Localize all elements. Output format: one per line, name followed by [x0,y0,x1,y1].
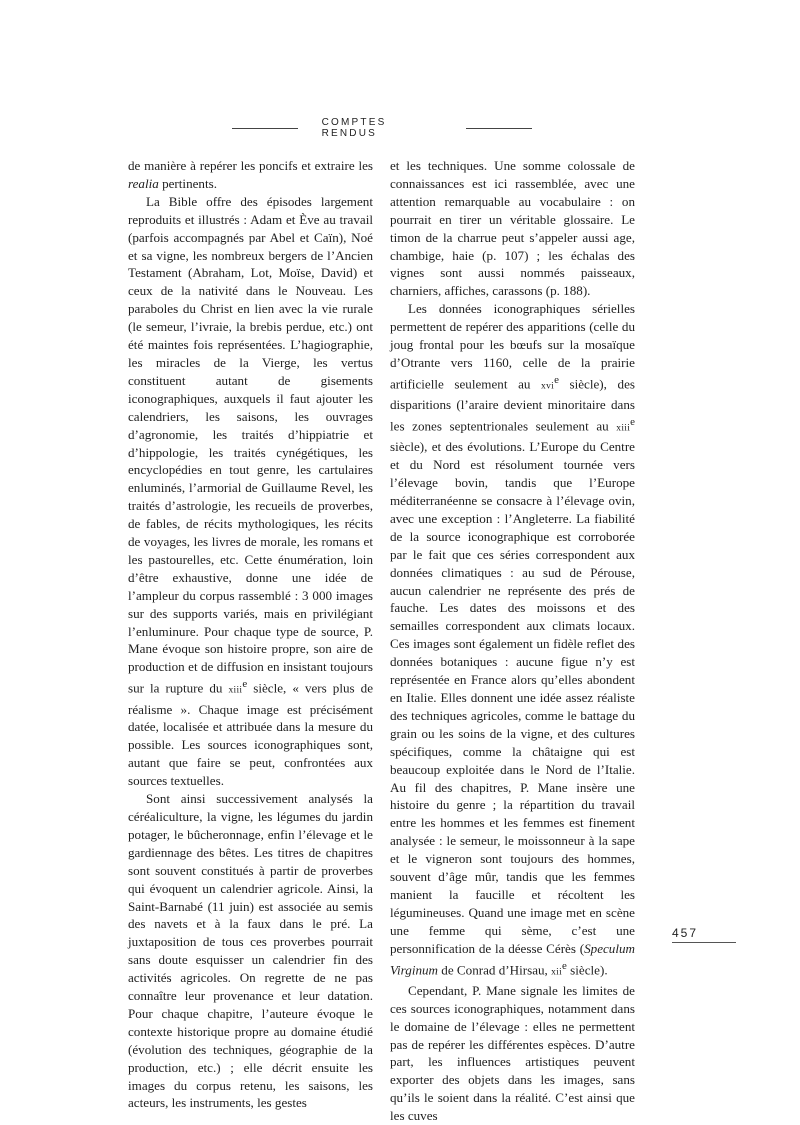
century-numeral: xiii [616,423,631,434]
text-run: siècle), des disparitions (l’araire devient minoritaire dans les zones septentrionales seulement au [390,376,635,434]
header-title: COMPTES RENDUS [321,117,387,139]
superscript: e [554,373,559,386]
text-run: Les données iconographiques sérielles permettent de repérer des apparitions (celle du joug frontal pour les bœufs sur la mosaïque d’Otrante vers 1160, celle de la prairie artificielle seulement au [390,301,635,392]
paragraph [390,300,635,982]
italic-title: Speculum Virginum [390,940,635,977]
superscript: e [562,959,567,972]
text-run: de manière à repérer les poncifs et extraire les [128,158,373,173]
text-run: siècle), et des évolutions. L’Europe du Centre et du Nord est résolument tournée vers l’élevage bovin, tandis que l’Europe méditerranéenne se consacre à l’élevage ovin, avec une exception : l’Angleterre. La fiabilité de la source iconographique est corroborée par le fait que ces séries correspondent aux données climatiques : au sud de Pérouse, aucun calendrier ne représente des prés de fauche. Les dates des moissons et des semailles correspondent aux climats locaux. Ces images sont également un fidèle reflet des données botaniques : aucune figue n’y est représentée en France alors qu’elles abondent en Italie. Elles donnent une idée assez réaliste des techniques agricoles, comme le battage du grain ou les soins de la vigne, et des cultures spécifiques, comme la châtaigne qui est beaucoup exploitée dans le Nord de l’Italie. Au fil des chapitres, P. Mane insère une histoire du genre ; la répartition du travail entre les hommes et les femmes est finement analysée : le semeur, le moissonneur à la sape et le vigneron sont toujours des hommes, souvent d’âge mûr, tandis que les femmes manient la faucille et récoltent les légumineuses. Quand une image met en scène une femme qui sème, c’est une personnification de la déesse Cérès ( [390,439,635,956]
page-number: 457 [672,926,699,940]
superscript: e [630,416,635,429]
text-run: siècle, « vers plus de réalisme ». Chaque image est précisément datée, localisée et attribuée dans la mesure du possible. Les sources iconographiques sont, autant que faire se peut, confrontées aux sources textuelles. [128,680,374,789]
left-column [128,157,373,1112]
text-run: de Conrad d’Hirsau, [438,961,552,977]
text-run: siècle). [566,961,608,977]
text-run: La Bible offre des épisodes largement reproduits et illustrés : Adam et Ève au travail (parfois accompagnés par Abel et Caïn), Noé et sa vigne, les nombreux bergers de l’Ancien Testament (Abraham, Lot, Moïse, David) et ceux de la nativité dans le Nouveau. Les paraboles du Christ en lien avec la vie rurale (le semeur, l’ivraie, la brebis perdue, etc.) ont été maintes fois représentées. L’hagiographie, les miracles de la Vierge, les vertus constituent autant de gisements iconographiques, auxquels il faut ajouter les calendriers, les saisons, les ouvrages d’agronomie, les traités d’hippiatrie et d’hippologie, les traités cynégétiques, les encyclopédies en tout genre, les cartulaires enluminés, l’armorial de Guillaume Revel, les traités d’astrologie, les recueils de proverbes, de fables, de récits mythologiques, les récits de voyages, les livres de morale, les romans et les pastourelles, etc. Cette énumération, loin d’être exhaustive, donne une idée de l’ampleur du corpus rassemblé : 3 000 images sur des supports variés, mais en privilégiant l’enluminure. Pour chaque type de source, P. Mane évoque son histoire propre, son aire de production et de diffusion en insistant toujours sur la rupture du [128,193,373,696]
century-numeral: xii [551,966,563,977]
paragraph: Cependant, P. Mane signale les limites de ces sources iconographiques, notamment dans le domaine de l’élevage : elles ne permettent pas de repérer les différentes espèces. D’autre part, les influences artistiques peuvent exporter des objets dans les images, sans qu’ils le soient dans la réalité. C’est ainsi que les cuves [390,982,635,1124]
century-numeral: xvi [541,381,555,392]
paragraph: et les techniques. Une somme colossale de connaissances est ici rassemblée, avec une attention remarquable au vocabulaire : on pourrait en tirer un véritable glossaire. Le timon de la charrue peut s’appeler aussi age, chambige, haie (p. 107) ; les échalas des vignes sont aussi nommés paisseaux, charniers, affiches, carassons (p. 188). [390,158,635,299]
paragraph: Sont ainsi successivement analysés la céréaliculture, la vigne, les légumes du jardin potager, le bûcheronnage, enfin l’élevage et le gardiennage des bêtes. Les titres de chapitres sont souvent constitués à partir de proverbes qui évoquent un calendrier agricole. Ainsi, la Saint-Barnabé (11 juin) est associée au semis des navets et à la faux dans le pré. La juxtaposition de tous ces proverbes pourrait sans doute esquisser un calendrier fin des activités agricoles. On regrette de ne pas connaître leur provenance et leur datation. Pour chaque chapitre, l’auteure évoque le contexte historique propre au domaine étudié (évolution des techniques, géographie de la production, etc.) ; elle décrit ensuite les images du corpus retenu, les saisons, les acteurs, les instruments, les gestes [128,791,373,1111]
text-run: pertinents. [158,175,217,191]
header-rule-right [466,128,532,129]
italic-term: realia [128,175,159,191]
header-rule-left [232,128,298,129]
right-column [390,157,635,1125]
running-header [232,117,532,139]
superscript: e [242,678,248,691]
paragraph [128,157,373,193]
page-number-rule [672,942,736,943]
paragraph [128,193,373,790]
century-numeral: xiii [228,685,243,696]
